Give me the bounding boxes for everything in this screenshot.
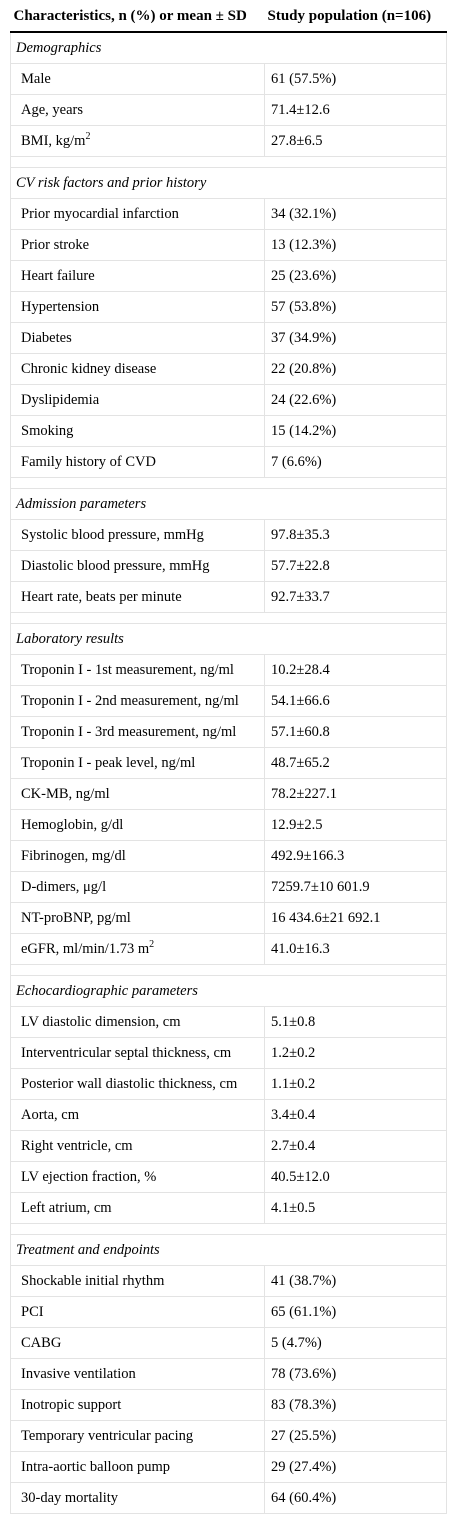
section-title: Laboratory results — [11, 624, 447, 655]
population-value: 57 (53.8%) — [265, 292, 447, 323]
characteristic-label — [11, 1390, 265, 1421]
table-row — [11, 748, 447, 779]
population-value: 2.7±0.4 — [265, 1131, 447, 1162]
characteristic-label — [11, 1452, 265, 1483]
table-row — [11, 717, 447, 748]
population-value: 57.1±60.8 — [265, 717, 447, 748]
population-value: 15 (14.2%) — [265, 416, 447, 447]
table-row — [11, 354, 447, 385]
table-row — [11, 903, 447, 934]
population-value: 1.1±0.2 — [265, 1069, 447, 1100]
header-row — [11, 2, 447, 32]
characteristic-label — [11, 1483, 265, 1514]
header-study-population: Study population (n=106) — [265, 2, 447, 32]
population-value: 65 (61.1%) — [265, 1297, 447, 1328]
characteristic-label — [11, 199, 265, 230]
label-text: CK-MB, ng/ml — [21, 785, 110, 802]
population-value: 27.8±6.5 — [265, 126, 447, 157]
table-row — [11, 64, 447, 95]
population-value: 78 (73.6%) — [265, 1359, 447, 1390]
population-value: 4.1±0.5 — [265, 1193, 447, 1224]
section-title: Demographics — [11, 32, 447, 64]
characteristic-label — [11, 779, 265, 810]
table-row — [11, 1328, 447, 1359]
table-row — [11, 934, 447, 965]
population-value: 37 (34.9%) — [265, 323, 447, 354]
table-row — [11, 323, 447, 354]
label-text: Age, years — [21, 101, 84, 118]
table-row — [11, 1297, 447, 1328]
population-value: 5.1±0.8 — [265, 1007, 447, 1038]
table-row — [11, 551, 447, 582]
label-text: LV ejection fraction, % — [21, 1168, 157, 1185]
table-row — [11, 447, 447, 478]
characteristic-label — [11, 126, 265, 157]
characteristic-label — [11, 416, 265, 447]
characteristic-label — [11, 520, 265, 551]
characteristic-label — [11, 655, 265, 686]
table-row — [11, 1483, 447, 1514]
section-header-row — [11, 168, 447, 199]
characteristic-label — [11, 748, 265, 779]
section-title: Admission parameters — [11, 489, 447, 520]
section-header-row — [11, 624, 447, 655]
table-row — [11, 1131, 447, 1162]
characteristic-label — [11, 1266, 265, 1297]
table-row — [11, 126, 447, 157]
label-text: 30-day mortality — [21, 1489, 119, 1506]
label-text: BMI, kg/m — [21, 132, 86, 149]
characteristic-label — [11, 551, 265, 582]
label-text: Interventricular septal thickness, cm — [21, 1044, 232, 1061]
section-spacer — [11, 478, 447, 489]
label-text: Hypertension — [21, 298, 100, 315]
table-row — [11, 1390, 447, 1421]
table-row — [11, 1007, 447, 1038]
characteristic-label — [11, 1297, 265, 1328]
population-value: 83 (78.3%) — [265, 1390, 447, 1421]
population-value: 78.2±227.1 — [265, 779, 447, 810]
characteristic-label — [11, 1328, 265, 1359]
population-value: 24 (22.6%) — [265, 385, 447, 416]
characteristic-label — [11, 230, 265, 261]
table-row — [11, 95, 447, 126]
label-text: Heart rate, beats per minute — [21, 588, 182, 605]
table-row — [11, 520, 447, 551]
section-header-row — [11, 1235, 447, 1266]
population-value: 492.9±166.3 — [265, 841, 447, 872]
characteristic-label — [11, 1193, 265, 1224]
population-value: 41 (38.7%) — [265, 1266, 447, 1297]
characteristic-label — [11, 1069, 265, 1100]
table-row — [11, 841, 447, 872]
population-value: 41.0±16.3 — [265, 934, 447, 965]
population-value: 7 (6.6%) — [265, 447, 447, 478]
population-value: 71.4±12.6 — [265, 95, 447, 126]
characteristic-label — [11, 841, 265, 872]
label-text: Diastolic blood pressure, mmHg — [21, 557, 210, 574]
label-text: D-dimers, μg/l — [21, 878, 107, 895]
population-value: 5 (4.7%) — [265, 1328, 447, 1359]
label-text: Diabetes — [21, 329, 72, 346]
characteristic-label — [11, 261, 265, 292]
characteristic-label — [11, 447, 265, 478]
label-text: CABG — [21, 1334, 62, 1351]
label-text: Troponin I - 2nd measurement, ng/ml — [21, 692, 239, 709]
population-value: 27 (25.5%) — [265, 1421, 447, 1452]
label-text: Prior stroke — [21, 236, 90, 253]
table-row — [11, 686, 447, 717]
label-text: PCI — [21, 1303, 44, 1320]
population-value: 40.5±12.0 — [265, 1162, 447, 1193]
section-header-row — [11, 976, 447, 1007]
table-row — [11, 230, 447, 261]
table-row — [11, 1359, 447, 1390]
label-text: Troponin I - 3rd measurement, ng/ml — [21, 723, 237, 740]
label-text: Aorta, cm — [21, 1106, 79, 1123]
label-text: Invasive ventilation — [21, 1365, 136, 1382]
characteristic-label — [11, 903, 265, 934]
table-row — [11, 1452, 447, 1483]
table-row — [11, 655, 447, 686]
population-value: 34 (32.1%) — [265, 199, 447, 230]
label-text: Dyslipidemia — [21, 391, 100, 408]
section-title: Echocardiographic parameters — [11, 976, 447, 1007]
label-text: Family history of CVD — [21, 453, 156, 470]
table-row — [11, 779, 447, 810]
table-row — [11, 872, 447, 903]
label-text: Male — [21, 70, 51, 87]
spacer-cell — [11, 613, 447, 624]
section-spacer — [11, 965, 447, 976]
label-text: Posterior wall diastolic thickness, cm — [21, 1075, 238, 1092]
characteristic-label — [11, 872, 265, 903]
label-text: Chronic kidney disease — [21, 360, 157, 377]
population-value: 61 (57.5%) — [265, 64, 447, 95]
characteristic-label — [11, 95, 265, 126]
label-text: NT-proBNP, pg/ml — [21, 909, 131, 926]
header-characteristics: Characteristics, n (%) or mean ± SD — [11, 2, 265, 32]
characteristic-label — [11, 934, 265, 965]
table-row — [11, 810, 447, 841]
population-value: 54.1±66.6 — [265, 686, 447, 717]
characteristic-label — [11, 1359, 265, 1390]
table-row — [11, 1100, 447, 1131]
characteristic-label — [11, 323, 265, 354]
label-text: Intra-aortic balloon pump — [21, 1458, 170, 1475]
table-row — [11, 1193, 447, 1224]
spacer-cell — [11, 157, 447, 168]
label-text: Shockable initial rhythm — [21, 1272, 165, 1289]
population-value: 92.7±33.7 — [265, 582, 447, 613]
population-value: 57.7±22.8 — [265, 551, 447, 582]
characteristic-label — [11, 686, 265, 717]
spacer-cell — [11, 1224, 447, 1235]
spacer-cell — [11, 478, 447, 489]
population-value: 10.2±28.4 — [265, 655, 447, 686]
population-value: 29 (27.4%) — [265, 1452, 447, 1483]
section-spacer — [11, 157, 447, 168]
population-value: 22 (20.8%) — [265, 354, 447, 385]
label-text: Fibrinogen, mg/dl — [21, 847, 126, 864]
label-text: eGFR, ml/min/1.73 m — [21, 940, 150, 957]
population-value: 97.8±35.3 — [265, 520, 447, 551]
label-text: Temporary ventricular pacing — [21, 1427, 194, 1444]
characteristic-label — [11, 1007, 265, 1038]
characteristic-label — [11, 354, 265, 385]
characteristic-label — [11, 1131, 265, 1162]
characteristics-table — [10, 2, 447, 1514]
section-spacer — [11, 613, 447, 624]
label-text: Smoking — [21, 422, 74, 439]
table-row — [11, 1266, 447, 1297]
characteristic-label — [11, 1038, 265, 1069]
characteristic-label — [11, 64, 265, 95]
population-value: 1.2±0.2 — [265, 1038, 447, 1069]
characteristic-label — [11, 1162, 265, 1193]
table-row — [11, 582, 447, 613]
population-value: 25 (23.6%) — [265, 261, 447, 292]
label-text: Hemoglobin, g/dl — [21, 816, 124, 833]
table-row — [11, 385, 447, 416]
label-text: Left atrium, cm — [21, 1199, 112, 1216]
characteristic-label — [11, 717, 265, 748]
spacer-cell — [11, 965, 447, 976]
population-value: 12.9±2.5 — [265, 810, 447, 841]
label-text: Systolic blood pressure, mmHg — [21, 526, 204, 543]
population-value: 13 (12.3%) — [265, 230, 447, 261]
table-row — [11, 199, 447, 230]
population-value: 16 434.6±21 692.1 — [265, 903, 447, 934]
label-text: Troponin I - peak level, ng/ml — [21, 754, 196, 771]
table-row — [11, 292, 447, 323]
table-row — [11, 1069, 447, 1100]
table-row — [11, 261, 447, 292]
table-row — [11, 1162, 447, 1193]
section-spacer — [11, 1224, 447, 1235]
characteristic-label — [11, 1421, 265, 1452]
section-header-row — [11, 32, 447, 64]
characteristic-label — [11, 582, 265, 613]
unit-superscript: 2 — [85, 130, 91, 142]
characteristic-label — [11, 810, 265, 841]
section-title: CV risk factors and prior history — [11, 168, 447, 199]
characteristic-label — [11, 292, 265, 323]
table-row — [11, 1421, 447, 1452]
label-text: Troponin I - 1st measurement, ng/ml — [21, 661, 234, 678]
population-value: 64 (60.4%) — [265, 1483, 447, 1514]
label-text: Inotropic support — [21, 1396, 122, 1413]
population-value: 48.7±65.2 — [265, 748, 447, 779]
table-body — [11, 32, 447, 1514]
unit-superscript: 2 — [149, 938, 155, 950]
label-text: Prior myocardial infarction — [21, 205, 179, 222]
section-header-row — [11, 489, 447, 520]
characteristic-label — [11, 1100, 265, 1131]
table-row — [11, 1038, 447, 1069]
population-value: 3.4±0.4 — [265, 1100, 447, 1131]
label-text: Right ventricle, cm — [21, 1137, 133, 1154]
characteristic-label — [11, 385, 265, 416]
label-text: Heart failure — [21, 267, 95, 284]
label-text: LV diastolic dimension, cm — [21, 1013, 181, 1030]
population-value: 7259.7±10 601.9 — [265, 872, 447, 903]
table-row — [11, 416, 447, 447]
section-title: Treatment and endpoints — [11, 1235, 447, 1266]
